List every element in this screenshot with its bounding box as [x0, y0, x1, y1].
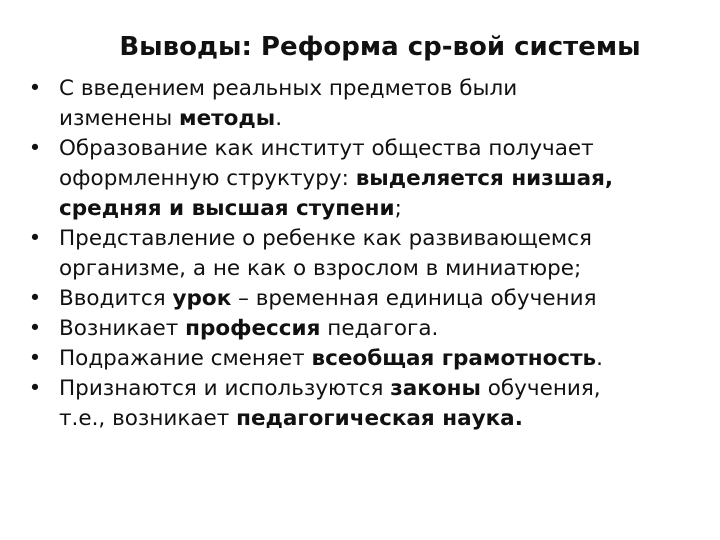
- text-segment: Подражание сменяет: [59, 346, 312, 371]
- bullet-line: [59, 224, 708, 254]
- bullet-line: [59, 314, 708, 344]
- bullet-item: [28, 74, 708, 134]
- text-segment: организме, а не как о взрослом в миниатюре;: [59, 256, 582, 281]
- bullet-line: [59, 284, 708, 314]
- text-segment: – временная единица обучения: [231, 286, 597, 311]
- bold-text: законы: [390, 376, 481, 401]
- bold-text: педагогическая наука.: [236, 406, 523, 431]
- bullet-marker: •: [28, 376, 42, 401]
- bold-text: средняя и высшая ступени: [59, 196, 395, 221]
- bold-text: выделяется низшая,: [355, 166, 614, 191]
- bullet-marker: •: [28, 76, 42, 101]
- bullet-item: [28, 374, 708, 434]
- bullet-marker: •: [28, 226, 42, 251]
- bullet-item: [28, 284, 708, 314]
- bullet-item: [28, 134, 708, 224]
- text-segment: ;: [394, 196, 402, 221]
- text-segment: оформленную структуру:: [59, 166, 356, 191]
- text-segment: Признаются и используются: [59, 376, 391, 401]
- bold-text: урок: [172, 286, 232, 311]
- text-segment: Вводится: [59, 286, 173, 311]
- bold-text: профессия: [185, 316, 321, 341]
- text-segment: Образование как институт общества получает: [59, 136, 594, 161]
- text-segment: Возникает: [59, 316, 186, 341]
- text-segment: обучения,: [480, 376, 601, 401]
- slide-title: Выводы: Реформа ср-вой системы: [119, 32, 641, 62]
- bullet-line: [59, 194, 708, 224]
- bold-text: методы: [179, 106, 276, 131]
- bullet-line: [59, 134, 708, 164]
- bold-text: всеобщая грамотность: [311, 346, 597, 371]
- bullet-line: [59, 254, 708, 284]
- bullet-line: [59, 374, 708, 404]
- text-segment: педагога.: [320, 316, 439, 341]
- bullet-line: [59, 74, 708, 104]
- text-segment: .: [275, 106, 283, 131]
- text-segment: изменены: [59, 106, 180, 131]
- bullet-marker: •: [28, 136, 42, 161]
- bullet-marker: •: [28, 286, 42, 311]
- bullet-marker: •: [28, 316, 42, 341]
- bullet-list: [28, 74, 708, 434]
- bullet-line: [59, 404, 708, 434]
- text-segment: т.е., возникает: [59, 406, 237, 431]
- bullet-line: [59, 104, 708, 134]
- bullet-item: [28, 314, 708, 344]
- bullet-item: [28, 344, 708, 374]
- bullet-line: [59, 164, 708, 194]
- bullet-marker: •: [28, 346, 42, 371]
- bullet-item: [28, 224, 708, 284]
- bullet-line: [59, 344, 708, 374]
- text-segment: .: [596, 346, 603, 371]
- text-segment: С введением реальных предметов были: [59, 76, 518, 101]
- text-segment: Представление о ребенке как развивающемся: [59, 226, 592, 251]
